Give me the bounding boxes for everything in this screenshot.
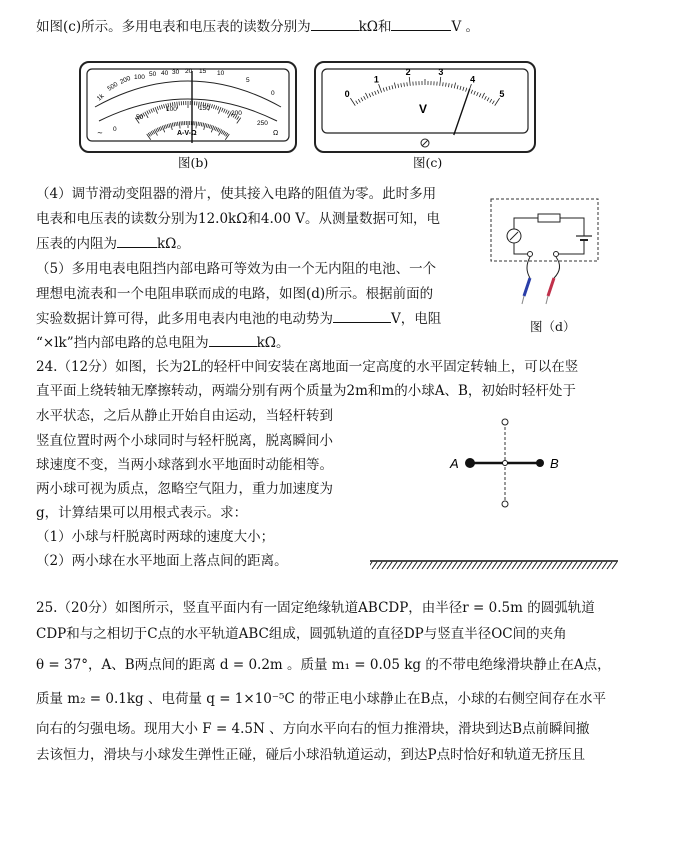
answer-blank-3[interactable] <box>117 233 157 248</box>
q25-line-5: 向右的匀强电场。现用大小 F = 4.5N 、方向水平向右的恒力推滑块，滑块到达B点前瞬间撤 <box>36 721 590 737</box>
figure-d-circuit <box>488 196 608 314</box>
ohm-tick-200: 200 <box>118 75 132 86</box>
q24-line-6: 两小球可视为质点，忽略空气阻力，重力加速度为 <box>36 481 333 497</box>
ohm-tick-10: 10 <box>217 70 225 77</box>
q24-line-3: 水平状态，之后从静止开始自由运动，当轻杆转到 <box>36 408 333 424</box>
voltmeter-tick-3: 3 <box>438 66 444 77</box>
resistor-symbol <box>538 214 560 222</box>
q24-subq-2: （2）两小球在水平地面上落点间的距离。 <box>36 553 288 569</box>
answer-blank-1[interactable] <box>311 16 359 31</box>
q5-line-2: 理想电流表和一个电阻串联而成的电路，如图(d)所示。根据前面的 <box>36 286 434 302</box>
red-probe <box>548 278 554 296</box>
figure-24-rod <box>440 412 570 512</box>
ohm-tick-100: 100 <box>134 74 145 81</box>
dc-tick-10: 250 <box>257 120 268 127</box>
q25-line-1: 25.（20分）如图所示，竖直平面内有一固定绝缘轨道ABCDP，由半径r = 0.5m 的圆弧轨道 <box>36 600 595 616</box>
ohm-tick-500: 500 <box>106 81 120 93</box>
label-b: B <box>550 456 559 471</box>
q24-line-4: 竖直位置时两个小球同时与轻杆脱离，脱离瞬间小 <box>36 433 333 449</box>
q24-line-1: 24.（12分）如图，长为2L的轻杆中间安装在离地面一定高度的水平固定转轴上，可以在竖 <box>36 359 579 375</box>
figure-b-multimeter <box>79 61 297 153</box>
dc-tick-4: 100 <box>166 106 177 113</box>
label-a: A <box>450 456 459 471</box>
ground-surface <box>370 558 618 570</box>
ohm-label: Ω <box>273 130 279 137</box>
figure-c-voltmeter <box>314 61 536 153</box>
ohm-tick-30: 30 <box>172 69 180 76</box>
figure-c-caption: 图(c) <box>413 155 443 170</box>
q25-line-3: θ = 37°，A、B两点间的距离 d = 0.2m 。质量 m₁ = 0.05 kg 的不带电绝缘滑块静止在A点， <box>36 657 611 673</box>
q24-subq-1: （1）小球与杆脱离时两球的速度大小； <box>36 529 275 545</box>
ohm-tick-20: 20 <box>185 68 193 75</box>
q24-line-7: g，计算结果可以用根式表示。求： <box>36 505 248 521</box>
ohm-tick-1k: 1k <box>95 92 106 103</box>
dc-tick-8: 200 <box>231 110 242 117</box>
q4-line-3: 压表的内阻为 kΩ。 <box>36 233 190 254</box>
ohm-tick-40: 40 <box>161 70 169 77</box>
figure-d-caption: 图（d） <box>530 319 576 334</box>
voltmeter-tick-0: 0 <box>344 88 350 99</box>
q5-line-4: “×lk”挡内部电路的总电阻为 kΩ。 <box>36 332 290 353</box>
ohm-tick-50: 50 <box>149 71 157 78</box>
dc-tick-6: 150 <box>199 105 210 112</box>
multimeter-dial <box>81 63 295 151</box>
voltmeter-tick-1: 1 <box>373 74 379 85</box>
ball-b <box>536 459 544 467</box>
voltmeter-dial <box>316 63 534 151</box>
q3-tail-line: 如图(c)所示。多用电表和电压表的读数分别为 kΩ和 V 。 <box>36 16 479 37</box>
dc-tick-2: 50 <box>136 114 144 121</box>
ohm-tick-5: 5 <box>246 77 250 84</box>
voltmeter-tick-4: 4 <box>470 74 476 85</box>
dc-tick-0: 0 <box>113 126 117 133</box>
q25-line-6: 去该恒力，滑块与小球发生弹性正碰，碰后小球沿轨道运动，到达P点时恰好和轨道无挤压且 <box>36 747 586 763</box>
pivot-axis <box>503 461 508 466</box>
q25-line-2: CDP和与之相切于C点的水平轨道ABC组成，圆弧轨道的直径DP与竖直半径OC间的夹角 <box>36 626 567 642</box>
q4-line-1: （4）调节滑动变阻器的滑片，使其接入电路的阻值为零。此时多用 <box>36 186 437 202</box>
q5-line-1: （5）多用电表电阻挡内部电路可等效为由一个无内阻的电池、一个 <box>36 261 437 277</box>
voltmeter-unit: V <box>419 102 428 116</box>
q25-line-4: 质量 m₂ = 0.1kg 、电荷量 q = 1×10⁻⁵C 的带正电小球静止在B点，小球的右侧空间存在水平 <box>36 691 606 707</box>
ohm-tick-0: 0 <box>271 90 275 97</box>
avo-label: A-V-Ω <box>177 130 197 137</box>
black-probe <box>524 278 530 296</box>
voltmeter-tick-5: 5 <box>499 88 505 99</box>
q24-line-5: 球速度不变，当两小球落到水平地面时动能相等。 <box>36 457 333 473</box>
q24-line-2: 直平面上绕转轴无摩擦转动，两端分别有两个质量为2m和m的小球A、B，初始时轻杆处于 <box>36 383 576 399</box>
q4-line-2: 电表和电压表的读数分别为12.0kΩ和4.00 V。从测量数据可知，电 <box>36 211 441 227</box>
answer-blank-4[interactable] <box>333 308 391 323</box>
ball-a <box>465 458 475 468</box>
ohm-tick-15: 15 <box>199 68 207 75</box>
q5-line-3: 实验数据计算可得，此多用电表内电池的电动势为 V，电阻 <box>36 308 441 329</box>
ac-label: ∼ <box>97 130 103 137</box>
voltmeter-needle <box>454 89 470 135</box>
answer-blank-5[interactable] <box>209 332 257 347</box>
answer-blank-2[interactable] <box>391 16 451 31</box>
figure-b-caption: 图(b) <box>178 155 209 170</box>
voltmeter-tick-2: 2 <box>405 66 411 77</box>
